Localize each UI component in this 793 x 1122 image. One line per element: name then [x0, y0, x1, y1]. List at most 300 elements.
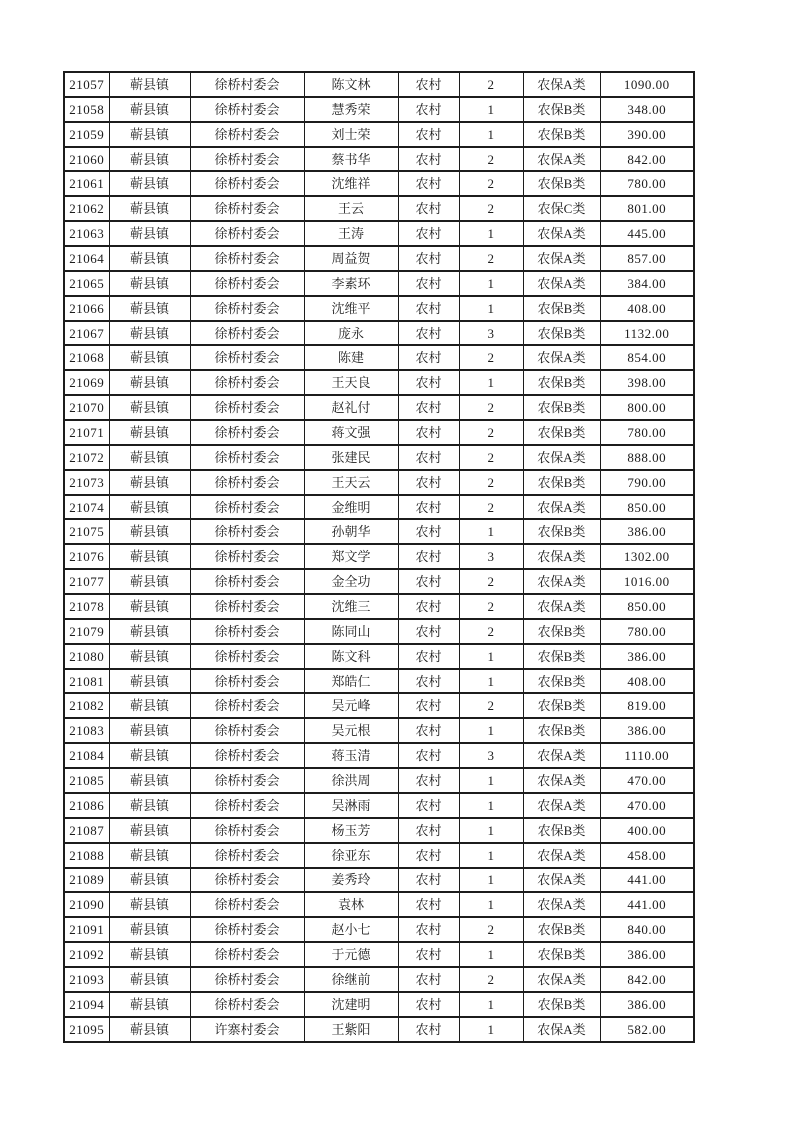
cell-insurance-category: 农保C类 [523, 196, 600, 221]
cell-insurance-category: 农保B类 [523, 718, 600, 743]
cell-person-count: 2 [459, 246, 523, 271]
cell-village-committee: 徐桥村委会 [190, 519, 304, 544]
cell-person-name: 刘士荣 [304, 122, 398, 147]
cell-person-name: 郑文学 [304, 544, 398, 569]
cell-person-count: 2 [459, 72, 523, 97]
cell-village-committee: 徐桥村委会 [190, 544, 304, 569]
table-row [64, 296, 694, 321]
table-row [64, 246, 694, 271]
cell-village-committee: 徐桥村委会 [190, 72, 304, 97]
cell-amount: 780.00 [600, 619, 694, 644]
cell-person-count: 1 [459, 296, 523, 321]
cell-amount: 888.00 [600, 445, 694, 470]
cell-village-committee: 徐桥村委会 [190, 793, 304, 818]
cell-record-id: 21065 [64, 271, 109, 296]
cell-amount: 384.00 [600, 271, 694, 296]
cell-person-count: 1 [459, 97, 523, 122]
cell-record-id: 21064 [64, 246, 109, 271]
cell-person-name: 蔡书华 [304, 147, 398, 172]
cell-person-count: 2 [459, 420, 523, 445]
cell-village-committee: 徐桥村委会 [190, 370, 304, 395]
cell-person-name: 于元德 [304, 942, 398, 967]
cell-insurance-category: 农保B类 [523, 370, 600, 395]
cell-insurance-category: 农保B类 [523, 644, 600, 669]
cell-residence-type: 农村 [398, 818, 459, 843]
cell-record-id: 21079 [64, 619, 109, 644]
cell-person-count: 1 [459, 221, 523, 246]
cell-town: 蕲县镇 [109, 271, 190, 296]
cell-person-count: 2 [459, 569, 523, 594]
cell-person-count: 2 [459, 594, 523, 619]
cell-amount: 398.00 [600, 370, 694, 395]
cell-residence-type: 农村 [398, 793, 459, 818]
cell-amount: 1110.00 [600, 743, 694, 768]
cell-amount: 390.00 [600, 122, 694, 147]
cell-amount: 780.00 [600, 420, 694, 445]
cell-residence-type: 农村 [398, 892, 459, 917]
cell-record-id: 21091 [64, 917, 109, 942]
cell-person-count: 1 [459, 942, 523, 967]
table-row [64, 196, 694, 221]
table-row [64, 942, 694, 967]
cell-amount: 386.00 [600, 992, 694, 1017]
cell-person-name: 沈建明 [304, 992, 398, 1017]
cell-person-name: 王云 [304, 196, 398, 221]
cell-record-id: 21068 [64, 345, 109, 370]
cell-person-count: 1 [459, 644, 523, 669]
table-row [64, 370, 694, 395]
cell-insurance-category: 农保A类 [523, 147, 600, 172]
cell-insurance-category: 农保A类 [523, 1017, 600, 1042]
cell-record-id: 21084 [64, 743, 109, 768]
table-row [64, 967, 694, 992]
cell-person-name: 陈同山 [304, 619, 398, 644]
cell-person-name: 沈维祥 [304, 171, 398, 196]
cell-person-name: 沈维平 [304, 296, 398, 321]
cell-residence-type: 农村 [398, 345, 459, 370]
table-row [64, 420, 694, 445]
cell-town: 蕲县镇 [109, 495, 190, 520]
cell-person-count: 3 [459, 544, 523, 569]
table-row [64, 743, 694, 768]
cell-record-id: 21067 [64, 321, 109, 346]
cell-residence-type: 农村 [398, 843, 459, 868]
cell-insurance-category: 农保A类 [523, 793, 600, 818]
cell-person-count: 1 [459, 519, 523, 544]
cell-amount: 842.00 [600, 967, 694, 992]
cell-person-name: 徐洪周 [304, 768, 398, 793]
table-row [64, 544, 694, 569]
cell-insurance-category: 农保A类 [523, 868, 600, 893]
cell-town: 蕲县镇 [109, 445, 190, 470]
cell-person-name: 孙朝华 [304, 519, 398, 544]
table-row [64, 818, 694, 843]
cell-person-name: 郑皓仁 [304, 669, 398, 694]
cell-village-committee: 徐桥村委会 [190, 296, 304, 321]
cell-person-count: 1 [459, 793, 523, 818]
cell-town: 蕲县镇 [109, 917, 190, 942]
table-row [64, 72, 694, 97]
cell-person-count: 2 [459, 693, 523, 718]
cell-insurance-category: 农保A类 [523, 743, 600, 768]
cell-amount: 854.00 [600, 345, 694, 370]
cell-insurance-category: 农保A类 [523, 495, 600, 520]
cell-amount: 840.00 [600, 917, 694, 942]
cell-record-id: 21069 [64, 370, 109, 395]
cell-town: 蕲县镇 [109, 147, 190, 172]
cell-person-name: 赵小七 [304, 917, 398, 942]
cell-insurance-category: 农保B类 [523, 122, 600, 147]
cell-village-committee: 徐桥村委会 [190, 495, 304, 520]
cell-village-committee: 徐桥村委会 [190, 122, 304, 147]
cell-insurance-category: 农保A类 [523, 967, 600, 992]
cell-residence-type: 农村 [398, 271, 459, 296]
cell-residence-type: 农村 [398, 619, 459, 644]
cell-insurance-category: 农保B类 [523, 818, 600, 843]
cell-record-id: 21078 [64, 594, 109, 619]
cell-residence-type: 农村 [398, 544, 459, 569]
cell-record-id: 21089 [64, 868, 109, 893]
cell-record-id: 21072 [64, 445, 109, 470]
cell-amount: 1016.00 [600, 569, 694, 594]
cell-residence-type: 农村 [398, 967, 459, 992]
cell-person-name: 金全功 [304, 569, 398, 594]
cell-person-name: 周益贺 [304, 246, 398, 271]
cell-residence-type: 农村 [398, 917, 459, 942]
cell-person-count: 1 [459, 843, 523, 868]
table-row [64, 619, 694, 644]
cell-insurance-category: 农保B类 [523, 619, 600, 644]
cell-town: 蕲县镇 [109, 420, 190, 445]
cell-person-name: 吴淋雨 [304, 793, 398, 818]
cell-town: 蕲县镇 [109, 569, 190, 594]
cell-residence-type: 农村 [398, 644, 459, 669]
cell-insurance-category: 农保A类 [523, 221, 600, 246]
cell-person-name: 庞永 [304, 321, 398, 346]
cell-village-committee: 徐桥村委会 [190, 992, 304, 1017]
cell-village-committee: 徐桥村委会 [190, 768, 304, 793]
table-row [64, 495, 694, 520]
cell-person-count: 2 [459, 619, 523, 644]
cell-insurance-category: 农保B类 [523, 917, 600, 942]
cell-person-name: 徐亚东 [304, 843, 398, 868]
cell-town: 蕲县镇 [109, 843, 190, 868]
cell-residence-type: 农村 [398, 171, 459, 196]
cell-town: 蕲县镇 [109, 992, 190, 1017]
cell-amount: 441.00 [600, 868, 694, 893]
cell-town: 蕲县镇 [109, 594, 190, 619]
cell-record-id: 21081 [64, 669, 109, 694]
cell-person-name: 张建民 [304, 445, 398, 470]
cell-village-committee: 徐桥村委会 [190, 644, 304, 669]
cell-town: 蕲县镇 [109, 370, 190, 395]
cell-insurance-category: 农保B类 [523, 171, 600, 196]
cell-residence-type: 农村 [398, 445, 459, 470]
cell-insurance-category: 农保A类 [523, 271, 600, 296]
cell-town: 蕲县镇 [109, 470, 190, 495]
cell-residence-type: 农村 [398, 519, 459, 544]
cell-person-count: 1 [459, 370, 523, 395]
cell-person-name: 杨玉芳 [304, 818, 398, 843]
cell-amount: 408.00 [600, 669, 694, 694]
cell-person-name: 徐继前 [304, 967, 398, 992]
cell-record-id: 21058 [64, 97, 109, 122]
cell-insurance-category: 农保A类 [523, 569, 600, 594]
cell-residence-type: 农村 [398, 147, 459, 172]
cell-insurance-category: 农保B类 [523, 395, 600, 420]
cell-person-count: 2 [459, 967, 523, 992]
cell-person-count: 1 [459, 669, 523, 694]
table-row [64, 793, 694, 818]
cell-record-id: 21076 [64, 544, 109, 569]
cell-residence-type: 农村 [398, 718, 459, 743]
cell-insurance-category: 农保A类 [523, 843, 600, 868]
cell-record-id: 21060 [64, 147, 109, 172]
table-row [64, 594, 694, 619]
cell-town: 蕲县镇 [109, 768, 190, 793]
cell-insurance-category: 农保A类 [523, 345, 600, 370]
cell-record-id: 21062 [64, 196, 109, 221]
cell-person-count: 2 [459, 395, 523, 420]
cell-town: 蕲县镇 [109, 246, 190, 271]
table-row [64, 519, 694, 544]
table-row [64, 843, 694, 868]
cell-insurance-category: 农保A类 [523, 445, 600, 470]
cell-town: 蕲县镇 [109, 718, 190, 743]
cell-person-name: 李素环 [304, 271, 398, 296]
cell-record-id: 21075 [64, 519, 109, 544]
cell-village-committee: 徐桥村委会 [190, 246, 304, 271]
cell-person-name: 赵礼付 [304, 395, 398, 420]
cell-insurance-category: 农保B类 [523, 992, 600, 1017]
cell-person-name: 慧秀荣 [304, 97, 398, 122]
cell-record-id: 21059 [64, 122, 109, 147]
cell-person-count: 2 [459, 495, 523, 520]
cell-town: 蕲县镇 [109, 669, 190, 694]
table-row [64, 171, 694, 196]
cell-residence-type: 农村 [398, 743, 459, 768]
cell-village-committee: 徐桥村委会 [190, 967, 304, 992]
table-row [64, 1017, 694, 1042]
cell-amount: 386.00 [600, 718, 694, 743]
cell-residence-type: 农村 [398, 942, 459, 967]
cell-town: 蕲县镇 [109, 395, 190, 420]
cell-town: 蕲县镇 [109, 97, 190, 122]
cell-village-committee: 徐桥村委会 [190, 594, 304, 619]
cell-amount: 800.00 [600, 395, 694, 420]
cell-town: 蕲县镇 [109, 868, 190, 893]
cell-record-id: 21090 [64, 892, 109, 917]
cell-record-id: 21082 [64, 693, 109, 718]
cell-amount: 790.00 [600, 470, 694, 495]
cell-person-count: 2 [459, 470, 523, 495]
cell-record-id: 21074 [64, 495, 109, 520]
cell-town: 蕲县镇 [109, 296, 190, 321]
cell-insurance-category: 农保A类 [523, 246, 600, 271]
cell-town: 蕲县镇 [109, 619, 190, 644]
cell-town: 蕲县镇 [109, 544, 190, 569]
cell-record-id: 21063 [64, 221, 109, 246]
table-row [64, 917, 694, 942]
cell-town: 蕲县镇 [109, 693, 190, 718]
table-row [64, 395, 694, 420]
cell-village-committee: 徐桥村委会 [190, 569, 304, 594]
cell-insurance-category: 农保B类 [523, 942, 600, 967]
table-row [64, 868, 694, 893]
cell-village-committee: 徐桥村委会 [190, 271, 304, 296]
cell-residence-type: 农村 [398, 395, 459, 420]
cell-amount: 348.00 [600, 97, 694, 122]
cell-person-count: 2 [459, 917, 523, 942]
cell-record-id: 21066 [64, 296, 109, 321]
cell-town: 蕲县镇 [109, 818, 190, 843]
cell-person-name: 王涛 [304, 221, 398, 246]
cell-insurance-category: 农保B类 [523, 693, 600, 718]
cell-person-count: 1 [459, 868, 523, 893]
cell-residence-type: 农村 [398, 669, 459, 694]
cell-village-committee: 徐桥村委会 [190, 619, 304, 644]
cell-town: 蕲县镇 [109, 171, 190, 196]
cell-insurance-category: 农保B类 [523, 97, 600, 122]
table-row [64, 221, 694, 246]
cell-person-name: 金维明 [304, 495, 398, 520]
table-row [64, 693, 694, 718]
cell-town: 蕲县镇 [109, 743, 190, 768]
cell-amount: 470.00 [600, 768, 694, 793]
cell-person-count: 2 [459, 196, 523, 221]
cell-insurance-category: 农保A类 [523, 72, 600, 97]
cell-amount: 386.00 [600, 519, 694, 544]
cell-amount: 582.00 [600, 1017, 694, 1042]
cell-insurance-category: 农保A类 [523, 544, 600, 569]
cell-insurance-category: 农保A类 [523, 594, 600, 619]
cell-amount: 780.00 [600, 171, 694, 196]
cell-town: 蕲县镇 [109, 967, 190, 992]
cell-residence-type: 农村 [398, 97, 459, 122]
cell-village-committee: 徐桥村委会 [190, 445, 304, 470]
cell-residence-type: 农村 [398, 495, 459, 520]
table-row [64, 470, 694, 495]
cell-record-id: 21073 [64, 470, 109, 495]
cell-amount: 842.00 [600, 147, 694, 172]
cell-record-id: 21080 [64, 644, 109, 669]
cell-village-committee: 徐桥村委会 [190, 892, 304, 917]
cell-person-name: 袁林 [304, 892, 398, 917]
cell-amount: 408.00 [600, 296, 694, 321]
cell-record-id: 21092 [64, 942, 109, 967]
cell-person-count: 3 [459, 321, 523, 346]
cell-record-id: 21085 [64, 768, 109, 793]
cell-amount: 386.00 [600, 942, 694, 967]
cell-village-committee: 徐桥村委会 [190, 843, 304, 868]
cell-person-count: 1 [459, 1017, 523, 1042]
pension-record-table [63, 71, 695, 1043]
cell-person-name: 王天良 [304, 370, 398, 395]
cell-town: 蕲县镇 [109, 345, 190, 370]
cell-person-name: 沈维三 [304, 594, 398, 619]
cell-amount: 801.00 [600, 196, 694, 221]
cell-record-id: 21094 [64, 992, 109, 1017]
cell-person-name: 陈文林 [304, 72, 398, 97]
table-row [64, 271, 694, 296]
table-row [64, 644, 694, 669]
cell-amount: 470.00 [600, 793, 694, 818]
cell-village-committee: 徐桥村委会 [190, 669, 304, 694]
table-row [64, 768, 694, 793]
cell-insurance-category: 农保B类 [523, 321, 600, 346]
cell-residence-type: 农村 [398, 296, 459, 321]
cell-town: 蕲县镇 [109, 793, 190, 818]
cell-insurance-category: 农保B类 [523, 519, 600, 544]
cell-town: 蕲县镇 [109, 519, 190, 544]
cell-town: 蕲县镇 [109, 942, 190, 967]
cell-amount: 1302.00 [600, 544, 694, 569]
cell-insurance-category: 农保B类 [523, 420, 600, 445]
cell-residence-type: 农村 [398, 122, 459, 147]
cell-record-id: 21071 [64, 420, 109, 445]
table-row [64, 569, 694, 594]
cell-town: 蕲县镇 [109, 644, 190, 669]
cell-village-committee: 徐桥村委会 [190, 171, 304, 196]
cell-person-name: 姜秀玲 [304, 868, 398, 893]
table-row [64, 97, 694, 122]
cell-person-name: 王天云 [304, 470, 398, 495]
cell-residence-type: 农村 [398, 768, 459, 793]
cell-record-id: 21088 [64, 843, 109, 868]
cell-residence-type: 农村 [398, 321, 459, 346]
cell-town: 蕲县镇 [109, 196, 190, 221]
cell-town: 蕲县镇 [109, 72, 190, 97]
cell-amount: 1132.00 [600, 321, 694, 346]
cell-residence-type: 农村 [398, 470, 459, 495]
cell-village-committee: 徐桥村委会 [190, 917, 304, 942]
pension-table-body [64, 72, 694, 1042]
cell-village-committee: 徐桥村委会 [190, 743, 304, 768]
cell-residence-type: 农村 [398, 594, 459, 619]
cell-town: 蕲县镇 [109, 892, 190, 917]
table-row [64, 147, 694, 172]
cell-record-id: 21086 [64, 793, 109, 818]
table-row [64, 892, 694, 917]
cell-amount: 1090.00 [600, 72, 694, 97]
cell-person-name: 王紫阳 [304, 1017, 398, 1042]
cell-person-count: 1 [459, 271, 523, 296]
cell-person-count: 2 [459, 171, 523, 196]
cell-residence-type: 农村 [398, 569, 459, 594]
cell-insurance-category: 农保B类 [523, 296, 600, 321]
cell-amount: 857.00 [600, 246, 694, 271]
table-row [64, 345, 694, 370]
cell-residence-type: 农村 [398, 246, 459, 271]
cell-amount: 850.00 [600, 594, 694, 619]
cell-amount: 850.00 [600, 495, 694, 520]
cell-person-name: 吴元根 [304, 718, 398, 743]
cell-village-committee: 徐桥村委会 [190, 818, 304, 843]
cell-record-id: 21093 [64, 967, 109, 992]
cell-record-id: 21095 [64, 1017, 109, 1042]
cell-person-count: 1 [459, 718, 523, 743]
cell-village-committee: 徐桥村委会 [190, 942, 304, 967]
cell-person-count: 2 [459, 445, 523, 470]
cell-record-id: 21070 [64, 395, 109, 420]
table-row [64, 321, 694, 346]
table-row [64, 445, 694, 470]
cell-person-count: 3 [459, 743, 523, 768]
cell-town: 蕲县镇 [109, 1017, 190, 1042]
cell-village-committee: 徐桥村委会 [190, 395, 304, 420]
cell-insurance-category: 农保A类 [523, 768, 600, 793]
cell-person-count: 1 [459, 892, 523, 917]
